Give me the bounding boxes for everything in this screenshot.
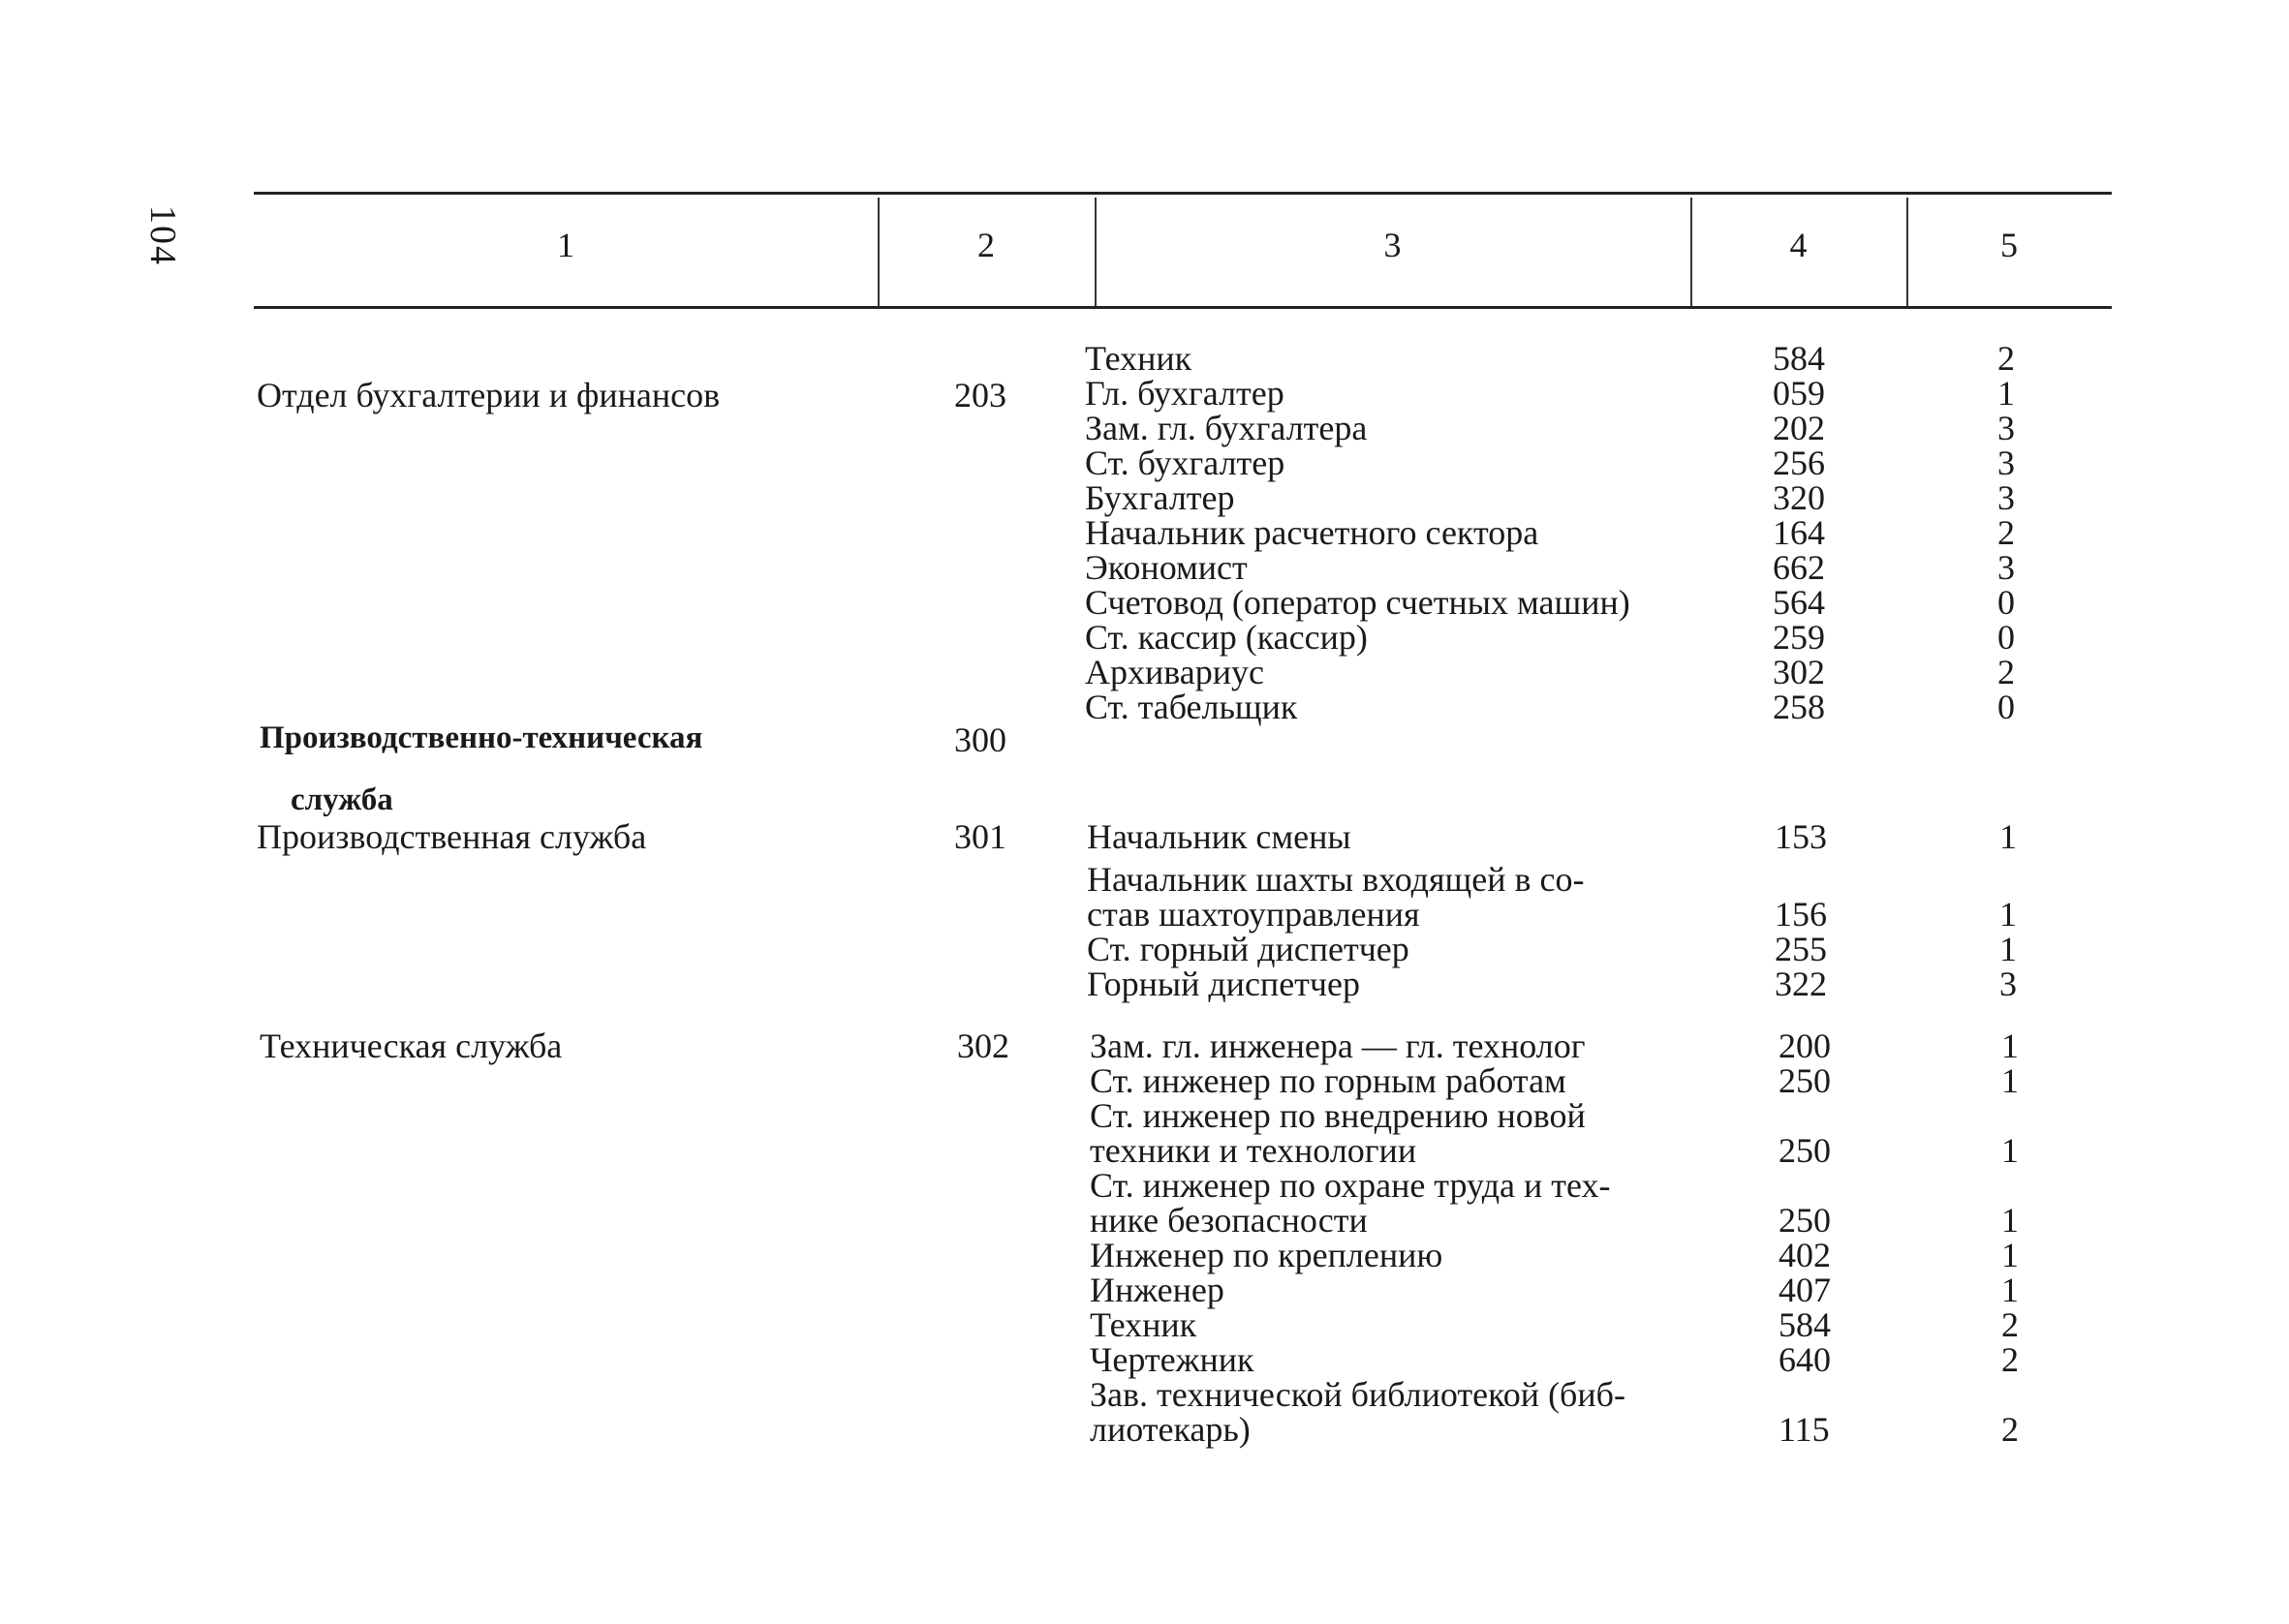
position-title: Горный диспетчер bbox=[1087, 965, 1360, 1003]
position-count: 1 bbox=[1999, 930, 2017, 968]
department-name: Техническая служба bbox=[260, 1026, 563, 1065]
position-count: 2 bbox=[2001, 1340, 2019, 1379]
position-count: 0 bbox=[1997, 618, 2015, 657]
position-count: 0 bbox=[1997, 583, 2015, 622]
position-title: Архивариус bbox=[1085, 653, 1265, 691]
position-count: 2 bbox=[1997, 513, 2015, 552]
position-code: 255 bbox=[1775, 930, 1827, 968]
position-count: 1 bbox=[2001, 1061, 2019, 1100]
position-code: 256 bbox=[1773, 444, 1825, 482]
position-code: 584 bbox=[1773, 339, 1825, 378]
position-title: Ст. инженер по внедрению новой bbox=[1090, 1096, 1586, 1135]
position-code: 164 bbox=[1773, 513, 1825, 552]
position-count: 2 bbox=[1997, 653, 2015, 691]
position-count: 1 bbox=[2001, 1201, 2019, 1240]
position-title: Бухгалтер bbox=[1085, 478, 1235, 517]
position-count: 3 bbox=[1999, 965, 2017, 1003]
position-code: 259 bbox=[1773, 618, 1825, 657]
position-count: 3 bbox=[1997, 478, 2015, 517]
position-code: 250 bbox=[1779, 1061, 1831, 1100]
position-count: 0 bbox=[1997, 688, 2015, 726]
position-count: 2 bbox=[1997, 339, 2015, 378]
position-code: 250 bbox=[1779, 1201, 1831, 1240]
header-col-5: 5 bbox=[2000, 226, 2018, 264]
position-title-continued: техники и технологии bbox=[1090, 1131, 1417, 1170]
service-group-title: Производственно-техническая bbox=[260, 720, 703, 755]
department-code: 301 bbox=[954, 817, 1006, 856]
header-col-2: 2 bbox=[977, 226, 995, 264]
position-title: Чертежник bbox=[1090, 1340, 1254, 1379]
position-code: 402 bbox=[1779, 1236, 1831, 1274]
position-title: Ст. горный диспетчер bbox=[1087, 930, 1409, 968]
position-count: 1 bbox=[2001, 1131, 2019, 1170]
position-title: Экономист bbox=[1085, 548, 1248, 587]
position-title: Зав. технической библиотекой (биб- bbox=[1090, 1375, 1625, 1414]
position-count: 2 bbox=[2001, 1410, 2019, 1449]
position-code: 640 bbox=[1779, 1340, 1831, 1379]
position-count: 3 bbox=[1997, 548, 2015, 587]
position-title: Начальник смены bbox=[1087, 817, 1351, 856]
position-code: 202 bbox=[1773, 409, 1825, 447]
position-code: 407 bbox=[1779, 1271, 1831, 1309]
position-count: 1 bbox=[2001, 1271, 2019, 1309]
department-code: 203 bbox=[954, 376, 1006, 414]
position-code: 258 bbox=[1773, 688, 1825, 726]
position-count: 1 bbox=[1999, 817, 2017, 856]
header-col-3: 3 bbox=[1383, 226, 1402, 264]
position-title: Ст. инженер по горным работам bbox=[1090, 1061, 1566, 1100]
position-title-continued: став шахтоуправления bbox=[1087, 895, 1420, 934]
position-count: 3 bbox=[1997, 409, 2015, 447]
position-code: 115 bbox=[1779, 1410, 1830, 1449]
position-code: 662 bbox=[1773, 548, 1825, 587]
position-title: Гл. бухгалтер bbox=[1085, 374, 1284, 413]
position-code: 200 bbox=[1779, 1026, 1831, 1065]
position-code: 250 bbox=[1779, 1131, 1831, 1170]
position-title: Зам. гл. инженера — гл. технолог bbox=[1090, 1026, 1586, 1065]
position-count: 1 bbox=[2001, 1026, 2019, 1065]
position-title: Ст. бухгалтер bbox=[1085, 444, 1285, 482]
position-title: Техник bbox=[1085, 339, 1192, 378]
position-title-continued: нике безопасности bbox=[1090, 1201, 1368, 1240]
position-count: 1 bbox=[1997, 374, 2015, 413]
position-title: Ст. инженер по охране труда и тех- bbox=[1090, 1166, 1611, 1205]
position-title: Зам. гл. бухгалтера bbox=[1085, 409, 1368, 447]
position-code: 302 bbox=[1773, 653, 1825, 691]
position-count: 2 bbox=[2001, 1305, 2019, 1344]
header-bottom-rule bbox=[254, 306, 2112, 309]
position-code: 322 bbox=[1775, 965, 1827, 1003]
position-code: 320 bbox=[1773, 478, 1825, 517]
header-col-1: 1 bbox=[557, 226, 574, 264]
service-group-title-continued: служба bbox=[291, 782, 393, 817]
position-title-continued: лиотекарь) bbox=[1090, 1410, 1251, 1449]
position-title: Техник bbox=[1090, 1305, 1197, 1344]
position-title: Инженер bbox=[1090, 1271, 1224, 1309]
position-code: 156 bbox=[1775, 895, 1827, 934]
position-count: 3 bbox=[1997, 444, 2015, 482]
position-code: 153 bbox=[1775, 817, 1827, 856]
position-title: Начальник расчетного сектора bbox=[1085, 513, 1539, 552]
position-count: 1 bbox=[2001, 1236, 2019, 1274]
position-title: Инженер по креплению bbox=[1090, 1236, 1443, 1274]
position-title: Ст. табельщик bbox=[1085, 688, 1298, 726]
header-col-4: 4 bbox=[1789, 226, 1808, 264]
position-code: 059 bbox=[1773, 374, 1825, 413]
department-code: 302 bbox=[957, 1026, 1009, 1065]
position-code: 564 bbox=[1773, 583, 1825, 622]
position-title: Начальник шахты входящей в со- bbox=[1087, 860, 1585, 899]
department-name: Производственная служба bbox=[257, 817, 647, 856]
position-title: Ст. кассир (кассир) bbox=[1085, 618, 1368, 657]
position-count: 1 bbox=[1999, 895, 2017, 934]
position-code: 584 bbox=[1779, 1305, 1831, 1344]
position-title: Счетовод (оператор счетных машин) bbox=[1085, 583, 1630, 622]
header-top-rule bbox=[254, 192, 2112, 195]
department-name: Отдел бухгалтерии и финансов bbox=[257, 376, 721, 414]
service-group-code: 300 bbox=[954, 720, 1006, 759]
page-number: 104 bbox=[142, 205, 183, 266]
